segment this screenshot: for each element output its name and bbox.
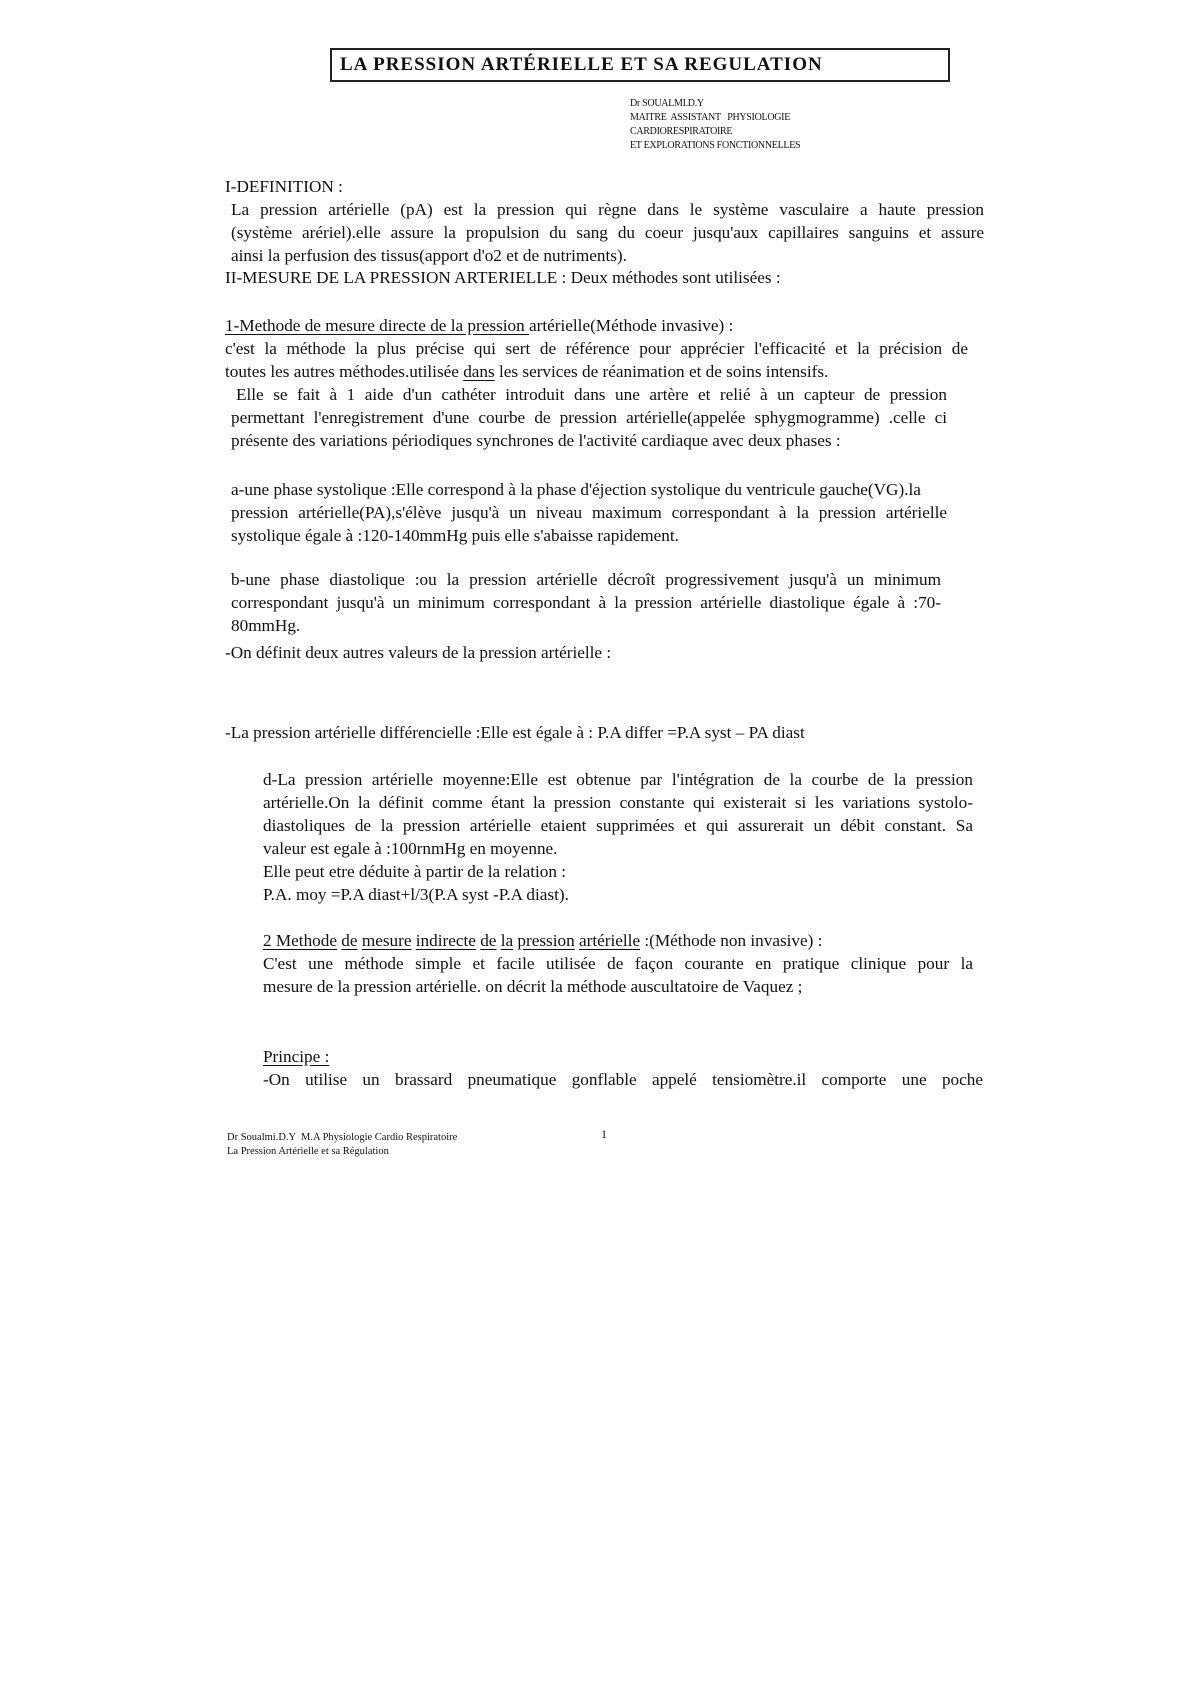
paragraph-line: (système arériel).elle assure la propulsion du sang du coeur jusqu'aux capillaires sanguins et assure	[231, 223, 984, 242]
subsection-heading-indirect	[263, 931, 822, 951]
paragraph-line: ainsi la perfusion des tissus(apport d'o2 et de nutriments).	[231, 246, 627, 265]
underlined-word: artérielle	[579, 931, 641, 950]
page-footer	[227, 1131, 457, 1159]
page-number: 1	[601, 1127, 607, 1141]
paragraph-line: P.A. moy =P.A diast+l/3(P.A syst -P.A diast).	[263, 885, 569, 904]
text-span: toutes les autres méthodes.utilisée	[225, 362, 464, 381]
document-title: LA PRESSION ARTÉRIELLE ET SA REGULATION	[340, 54, 823, 75]
paragraph-line: mesure de la pression artérielle. on décrit la méthode auscultatoire de Vaquez ;	[263, 977, 803, 996]
subsection-heading-underlined: 1-Methode de mesure directe de la pression	[225, 316, 530, 335]
paragraph-line: d-La pression artérielle moyenne:Elle est obtenue par l'intégration de la courbe de la pression	[263, 770, 973, 789]
paragraph-line	[225, 362, 828, 382]
subsection-heading-rest: artérielle(Méthode invasive) :	[529, 316, 734, 335]
underlined-word: indirecte	[415, 931, 476, 950]
paragraph-line: Elle peut etre déduite à partir de la relation :	[263, 862, 567, 881]
author-role-2: CARDIORESPIRATOIRE	[630, 126, 733, 137]
paragraph-line: a-une phase systolique :Elle correspond à la phase d'éjection systolique du ventricule gauche(VG).la	[231, 480, 921, 499]
paragraph-line: -La pression artérielle différencielle :Elle est égale à : P.A differ =P.A syst – PA diast	[225, 723, 805, 742]
subsection-heading-direct	[225, 316, 733, 336]
paragraph-line: -On utilise un brassard pneumatique gonflable appelé tensiomètre.il comporte une poche	[263, 1070, 983, 1089]
paragraph-line: valeur est egale à :100rnmHg en moyenne.	[263, 839, 558, 858]
author-role-3: ET EXPLORATIONS FONCTIONNELLES	[630, 140, 801, 151]
underlined-word: dans	[463, 362, 495, 381]
underlined-word: de	[341, 931, 358, 950]
paragraph-line: c'est la méthode la plus précise qui sert de référence pour apprécier l'efficacité et la précision de	[225, 339, 968, 358]
paragraph-line: Elle se fait à 1 aide d'un cathéter introduit dans une artère et relié à un capteur de pression	[236, 385, 947, 404]
paragraph-line: systolique égale à :120-140mmHg puis elle s'abaisse rapidement.	[231, 526, 679, 545]
author-name: Dr SOUALMI.D.Y	[630, 98, 704, 109]
paragraph-line: b-une phase diastolique :ou la pression artérielle décroît progressivement jusqu'à un minimum	[231, 570, 941, 589]
paragraph-line: diastoliques de la pression artérielle etaient supprimées et qui assurerait un débit constant. Sa	[263, 816, 973, 835]
paragraph-line: pression artérielle(PA),s'élève jusqu'à un niveau maximum correspondant à la pression artérielle	[231, 503, 947, 522]
paragraph-line: C'est une méthode simple et facile utilisée de façon courante en pratique clinique pour la	[263, 954, 973, 973]
paragraph-line: -On définit deux autres valeurs de la pression artérielle :	[225, 643, 612, 662]
paragraph-line: La pression artérielle (pA) est la pression qui règne dans le système vasculaire a haute pression	[231, 200, 984, 219]
underlined-word: mesure	[361, 931, 412, 950]
author-block	[630, 97, 800, 153]
footer-line-2: La Pression Artérielle et sa Régulation	[227, 1146, 389, 1157]
paragraph-line: permettant l'enregistrement d'une courbe de pression artérielle(appelée sphygmogramme) .celle ci	[231, 408, 947, 427]
paragraph-line: 80mmHg.	[231, 616, 301, 635]
footer-line-1: Dr Soualmi.D.Y M.A Physiologie Cardio Respiratoire	[227, 1132, 458, 1143]
principle-heading: Principe :	[263, 1047, 330, 1066]
underlined-word: de	[480, 931, 497, 950]
section-heading-definition: I-DEFINITION :	[225, 177, 343, 196]
author-role-1: MAITRE ASSISTANT PHYSIOLOGIE	[630, 112, 791, 123]
paragraph-line: présente des variations périodiques synchrones de l'activité cardiaque avec deux phases :	[231, 431, 841, 450]
underlined-word: 2 Methode	[263, 931, 337, 950]
paragraph-line: correspondant jusqu'à un minimum correspondant à la pression artérielle diastolique égale à :70-	[231, 593, 941, 612]
paragraph-line: artérielle.On la définit comme étant la pression constante qui existerait si les variations systolo-	[263, 793, 973, 812]
text-span: les services de réanimation et de soins intensifs.	[494, 362, 829, 381]
section-heading-measure: II-MESURE DE LA PRESSION ARTERIELLE : Deux méthodes sont utilisées :	[225, 268, 781, 287]
subsection-heading-rest: :(Méthode non invasive) :	[640, 931, 823, 950]
underlined-word: la	[500, 931, 514, 950]
underlined-word: pression	[517, 931, 575, 950]
